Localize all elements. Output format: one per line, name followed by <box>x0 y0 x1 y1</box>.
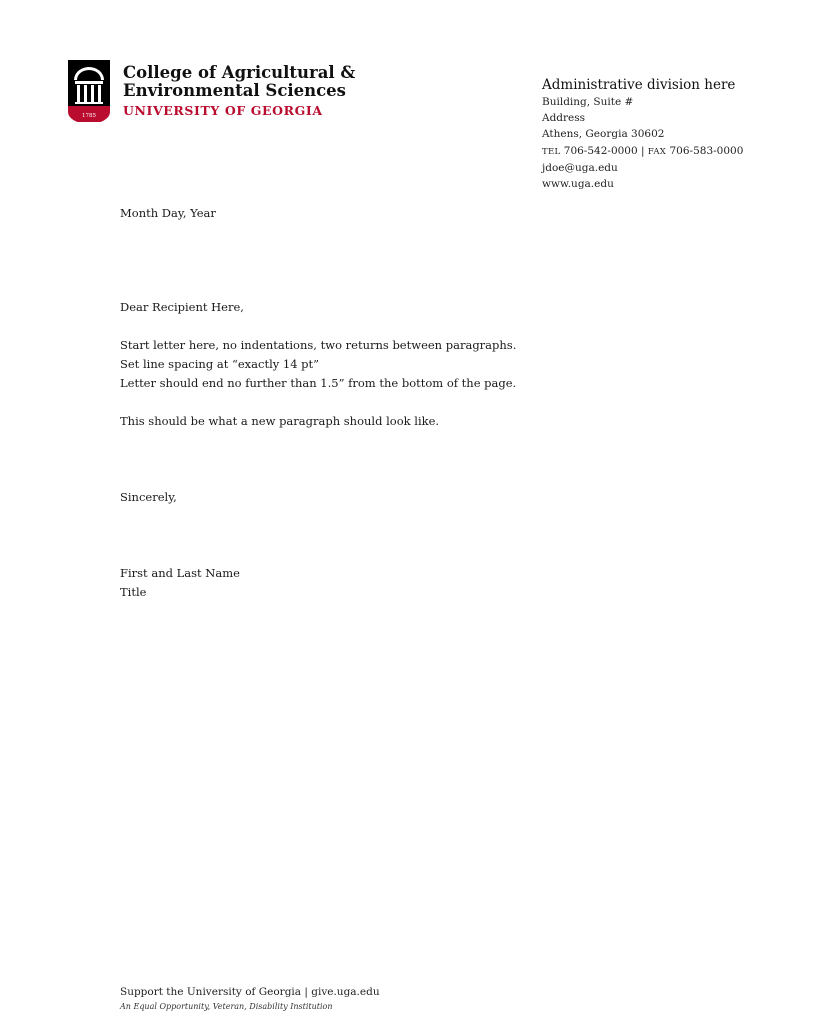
college-logo <box>68 60 356 124</box>
paragraph-line: Letter should end no further than 1.5” from the bottom of the page. <box>120 376 517 390</box>
city-line: Athens, Georgia 30602 <box>542 128 665 141</box>
phone-fax-line <box>542 143 782 160</box>
tel-label: TEL <box>542 146 561 157</box>
address-line: Address <box>542 112 586 125</box>
signature-title: Title <box>120 585 147 599</box>
uga-arch-logo-icon <box>68 60 110 122</box>
college-name-line2: Environmental Sciences <box>123 81 346 100</box>
salutation: Dear Recipient Here, <box>120 300 244 314</box>
university-name: UNIVERSITY OF GEORGIA <box>123 103 323 118</box>
arch-logo-column <box>77 85 80 102</box>
tel-number: 706-542-0000 <box>563 144 638 157</box>
arch-logo-entablature <box>75 81 103 84</box>
paragraph-2: This should be what a new paragraph should look like. <box>120 414 440 428</box>
letter-date: Month Day, Year <box>120 206 216 220</box>
arch-logo-column <box>98 85 101 102</box>
arch-logo-column <box>91 85 94 102</box>
fax-number: 706-583-0000 <box>669 144 744 157</box>
support-line: Support the University of Georgia | give.uga.edu <box>120 986 380 998</box>
arch-logo-year: 1785 <box>82 113 96 119</box>
contact-block <box>542 76 782 192</box>
paragraph-1 <box>120 336 516 393</box>
eeo-statement: An Equal Opportunity, Veteran, Disability Institution <box>120 1002 333 1011</box>
division-name: Administrative division here <box>542 77 736 93</box>
signature-block <box>120 564 240 602</box>
paragraph-line: Set line spacing at “exactly 14 pt” <box>120 357 320 371</box>
closing: Sincerely, <box>120 490 177 504</box>
paragraph-line: Start letter here, no indentations, two returns between paragraphs. <box>120 338 517 352</box>
signature-name: First and Last Name <box>120 566 240 580</box>
college-name <box>123 64 355 100</box>
footer <box>120 984 380 1013</box>
college-name-line1: College of Agricultural & <box>123 63 356 82</box>
fax-label: FAX <box>647 146 667 157</box>
building-line: Building, Suite # <box>542 96 634 108</box>
arch-logo-base <box>75 102 103 104</box>
website-link[interactable]: www.uga.edu <box>542 178 614 191</box>
arch-logo-column <box>84 85 87 102</box>
phone-separator: | <box>641 144 645 157</box>
email-link[interactable]: jdoe@uga.edu <box>542 161 618 174</box>
